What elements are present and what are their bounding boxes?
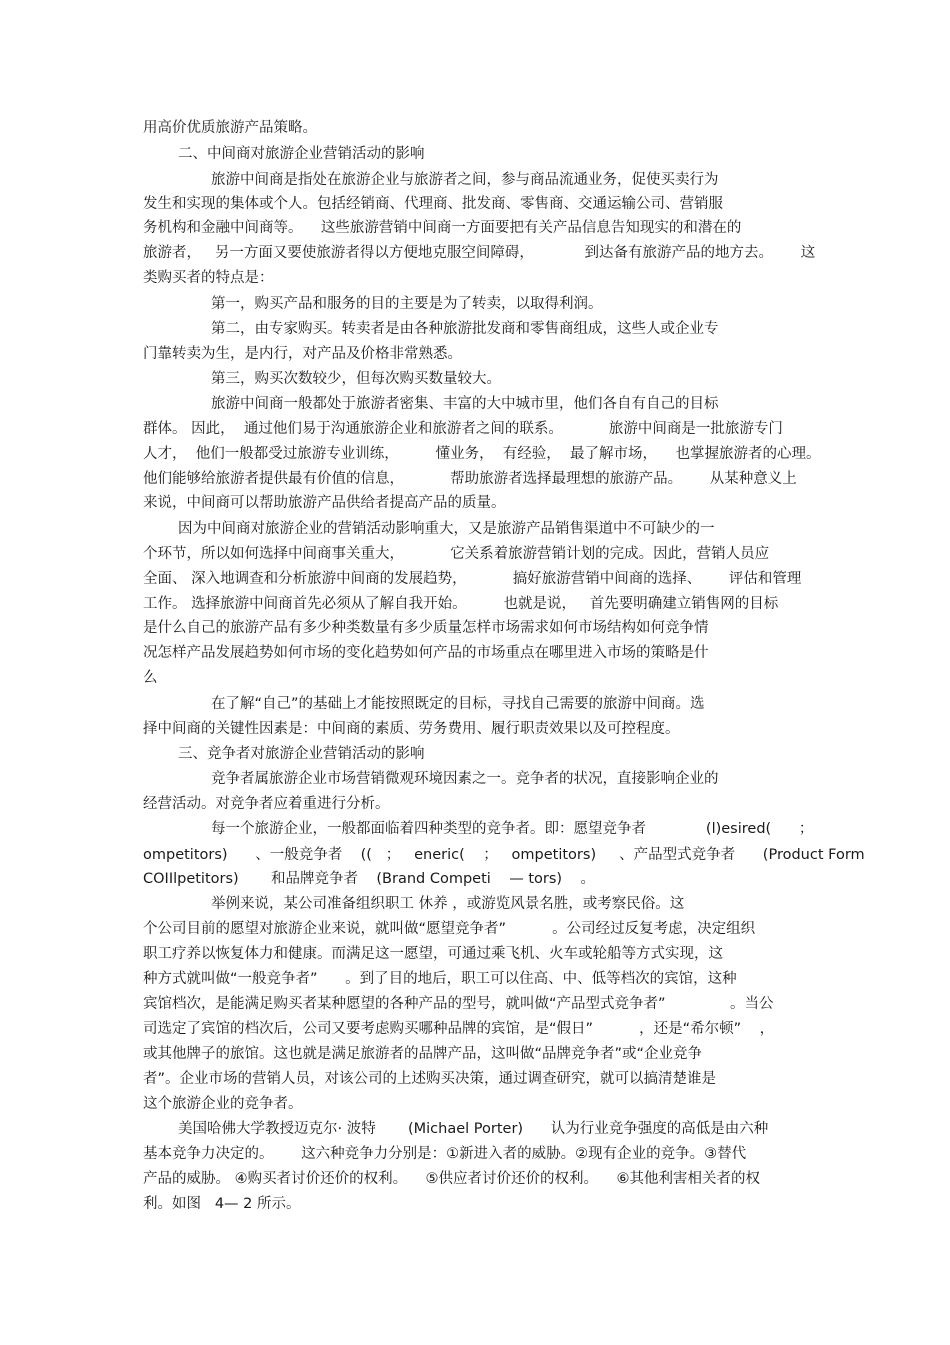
text-line: 全面、 深入地调查和分析旅游中间商的发展趋势， 搞好旅游营销中间商的选择、 评估和管理 xyxy=(143,571,802,587)
text-line: 种方式就叫做“一般竞争者” 。到了目的地后，职工可以住高、中、低等档次的宾馆，这种 xyxy=(143,971,737,987)
text-line: 者”。企业市场的营销人员，对该公司的上述购买决策，通过调查研究，就可以搞清楚谁是 xyxy=(143,1071,717,1087)
text-line: 举例来说，某公司准备组织职工 休养 ，或游览风景名胜，或考察民俗。这 xyxy=(211,896,685,912)
text-line: 门靠转卖为生，是内行，对产品及价格非常熟悉。 xyxy=(143,346,462,362)
text-line: 或其他牌子的旅馆。这也就是满足旅游者的品牌产品，这叫做“品牌竞争者”或“企业竞争 xyxy=(143,1046,703,1062)
text-line: 第二，由专家购买。转卖者是由各种旅游批发商和零售商组成，这些人或企业专 xyxy=(211,321,719,337)
section-heading: 三、竞争者对旅游企业营销活动的影响 xyxy=(178,746,425,762)
text-line: 在了解“自己”的基础上才能按照既定的目标，寻找自己需要的旅游中间商。选 xyxy=(211,696,705,712)
text-line: 第一，购买产品和服务的目的主要是为了转卖，以取得利润。 xyxy=(211,296,603,312)
text-line: 他们能够给旅游者提供最有价值的信息， 帮助旅游者选择最理想的旅游产品。 从某种意义上 xyxy=(143,471,797,487)
text-line: 发生和实现的集体或个人。包括经销商、代理商、批发商、零售商、交通运输公司、营销服 xyxy=(143,196,723,212)
text-line: 旅游者， 另一方面又要使旅游者得以方便地克服空间障碍， 到达备有旅游产品的地方去。 这 xyxy=(143,245,816,261)
text-line: 人才， 他们一般都受过旅游专业训练， 懂业务， 有经验， 最了解市场， 也掌握旅游者的心理。 xyxy=(143,446,821,462)
text-line: 个环节，所以如何选择中间商事关重大， 它关系着旅游营销计划的完成。因此，营销人员应 xyxy=(143,546,770,562)
text-line: 基本竞争力决定的。 这六种竞争力分别是：①新进入者的威胁。②现有企业的竞争。③替代 xyxy=(143,1146,747,1162)
text-line: 每一个旅游企业，一般都面临着四种类型的竞争者。即：愿望竞争者 (l)esired( ； xyxy=(211,821,814,837)
text-line: 类购买者的特点是： xyxy=(143,270,274,286)
text-line: ompetitors) 、一般竞争者 (( ； eneric( ； ompetitors) 、产品型式竞争者 (Product Form xyxy=(143,847,865,863)
section-heading: 二、中间商对旅游企业营销活动的影响 xyxy=(178,146,425,162)
text-line: 用高价优质旅游产品策略。 xyxy=(143,120,317,136)
text-line: 群体。 因此， 通过他们易于沟通旅游企业和旅游者之间的联系。 旅游中间商是一批旅游专门 xyxy=(143,421,783,437)
text-line: 个公司目前的愿望对旅游企业来说，就叫做“愿望竞争者” 。公司经过反复考虑，决定组织 xyxy=(143,921,756,937)
text-line: 产品的威胁。 ④购买者讨价还价的权利。 ⑤供应者讨价还价的权利。 ⑥其他利害相关者的权 xyxy=(143,1171,760,1187)
text-line: COIIlpetitors) 和品牌竞争者 (Brand Competi — tors) 。 xyxy=(143,871,596,887)
text-line: 竞争者属旅游企业市场营销微观环境因素之一。竞争者的状况，直接影响企业的 xyxy=(211,771,719,787)
text-line: 旅游中间商一般都处于旅游者密集、丰富的大中城市里，他们各自有自己的目标 xyxy=(211,396,719,412)
text-line: 么 xyxy=(143,670,158,686)
text-line: 务机构和金融中间商等。 这些旅游营销中间商一方面要把有关产品信息告知现实的和潜在的 xyxy=(143,220,742,236)
text-line: 工作。 选择旅游中间商首先必须从了解自我开始。 也就是说， 首先要明确建立销售网的目标 xyxy=(143,596,779,612)
text-line: 旅游中间商是指处在旅游企业与旅游者之间，参与商品流通业务，促使买卖行为 xyxy=(211,172,719,188)
text-line: 这个旅游企业的竞争者。 xyxy=(143,1096,303,1112)
text-line: 美国哈佛大学教授迈克尔· 波特 (Michael Porter) 认为行业竞争强度的高低是由六种 xyxy=(178,1121,769,1137)
text-line: 是什么自己的旅游产品有多少种类数量有多少质量怎样市场需求如何市场结构如何竞争情 xyxy=(143,620,709,636)
text-line: 况怎样产品发展趋势如何市场的变化趋势如何产品的市场重点在哪里进入市场的策略是什 xyxy=(143,645,709,661)
text-line: 司选定了宾馆的档次后，公司又要考虑购买哪种品牌的宾馆，是“假日” ，还是“希尔顿” ， xyxy=(143,1021,775,1037)
text-line: 经营活动。对竞争者应着重进行分析。 xyxy=(143,796,390,812)
text-line: 利。如图 4— 2 所示。 xyxy=(143,1196,301,1212)
text-line: 因为中间商对旅游企业的营销活动影响重大，又是旅游产品销售渠道中不可缺少的一 xyxy=(178,521,715,537)
text-line: 择中间商的关键性因素是：中间商的素质、劳务费用、履行职责效果以及可控程度。 xyxy=(143,721,680,737)
text-line: 来说，中间商可以帮助旅游产品供给者提高产品的质量。 xyxy=(143,495,506,511)
text-line: 第三，购买次数较少，但每次购买数量较大。 xyxy=(211,371,501,387)
text-line: 职工疗养以恢复体力和健康。而满足这一愿望，可通过乘飞机、火车或轮船等方式实现，这 xyxy=(143,946,723,962)
text-line: 宾馆档次，是能满足购买者某种愿望的各种产品的型号，就叫做“产品型式竞争者” 。当公 xyxy=(143,996,774,1012)
